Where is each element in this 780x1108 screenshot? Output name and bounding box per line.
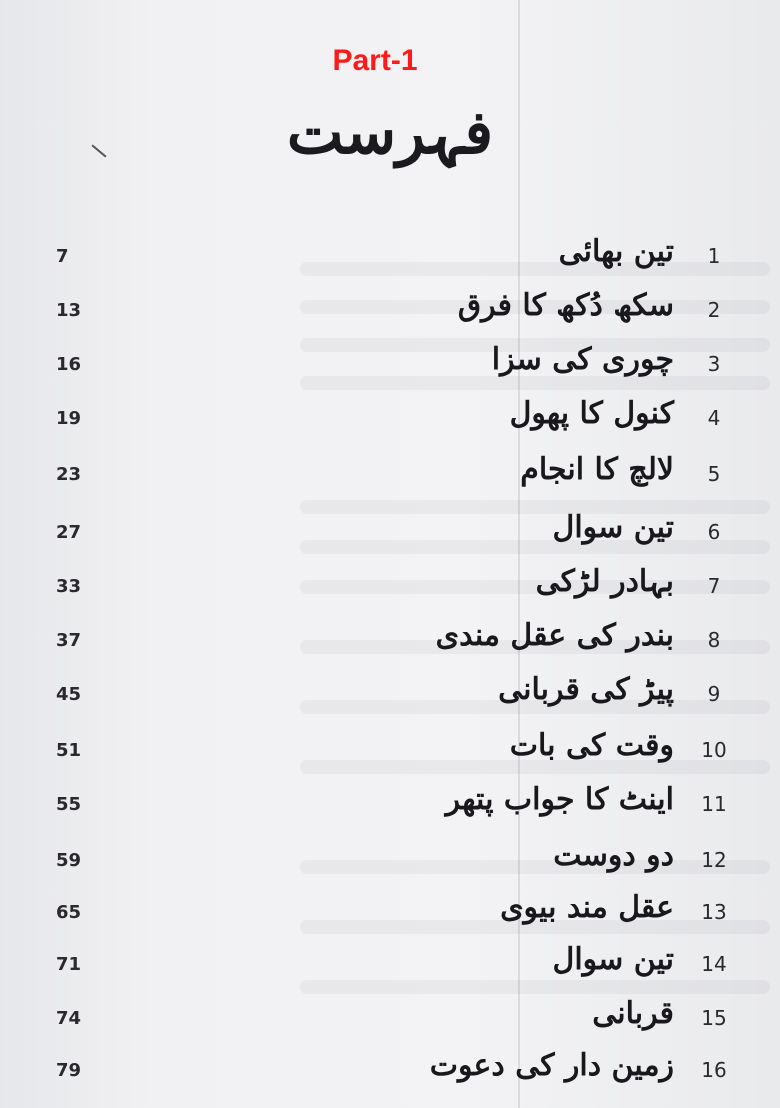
page-number: 37 [56,630,82,651]
page-number: 16 [56,354,82,375]
chapter-title: عقل مند بیوی [500,890,674,925]
toc-entry [0,398,780,450]
chapter-number: 11 [701,792,727,816]
toc-entry [0,840,780,892]
toc-entry [0,784,780,836]
part-label: Part-1 [332,44,418,77]
page-number: 7 [56,246,69,267]
chapter-title: تین سوال [552,942,674,977]
page-number: 71 [56,954,82,975]
toc-entry [0,454,780,506]
page-number: 59 [56,850,82,871]
toc-entry [0,236,780,288]
page-number: 79 [56,1060,82,1081]
chapter-number: 12 [701,848,727,872]
chapter-number: 13 [701,900,727,924]
toc-entry [0,944,780,996]
toc-entry [0,512,780,564]
chapter-title: زمین دار کی دعوت [429,1048,674,1083]
chapter-number: 15 [701,1006,727,1030]
toc-entry [0,730,780,782]
chapter-title: وقت کی بات [509,728,674,763]
page-number: 51 [56,740,82,761]
chapter-title: اینٹ کا جواب پتھر [445,782,674,817]
page-number: 74 [56,1008,82,1029]
toc-entry [0,566,780,618]
page-number: 65 [56,902,82,923]
chapter-title: تین سوال [552,510,674,545]
chapter-title: چوری کی سزا [491,342,674,377]
chapter-title: تین بھائی [558,234,674,269]
chapter-number: 9 [707,682,721,706]
chapter-title: سکھ دُکھ کا فرق [457,288,674,323]
chapter-title: دو دوست [553,838,674,873]
chapter-number: 6 [707,520,721,544]
chapter-title: بندر کی عقل مندی [435,618,674,653]
chapter-title: لالچ کا انجام [520,452,674,487]
toc-entry [0,998,780,1050]
chapter-number: 14 [701,952,727,976]
chapter-number: 5 [707,462,721,486]
page-number: 27 [56,522,82,543]
toc-entry [0,344,780,396]
chapter-number: 4 [707,406,721,430]
toc-entry [0,290,780,342]
chapter-title: بہادر لڑکی [535,564,674,599]
chapter-number: 10 [701,738,727,762]
chapter-number: 2 [707,298,721,322]
page-number: 13 [56,300,82,321]
chapter-number: 16 [701,1058,727,1082]
chapter-number: 8 [707,628,721,652]
toc-entry [0,620,780,672]
chapter-title: قربانی [592,996,674,1031]
page-number: 23 [56,464,82,485]
toc-entry [0,892,780,944]
page-number: 33 [56,576,82,597]
chapter-title: کنول کا پھول [509,396,674,431]
page-number: 19 [56,408,82,429]
page-number: 45 [56,684,82,705]
chapter-number: 1 [707,244,721,268]
toc-entry [0,1050,780,1102]
page-title: فہرست [286,98,494,168]
chapter-number: 3 [707,352,721,376]
chapter-number: 7 [707,574,721,598]
chapter-title: پیڑ کی قربانی [498,672,674,707]
page-number: 55 [56,794,82,815]
toc-entry [0,674,780,726]
